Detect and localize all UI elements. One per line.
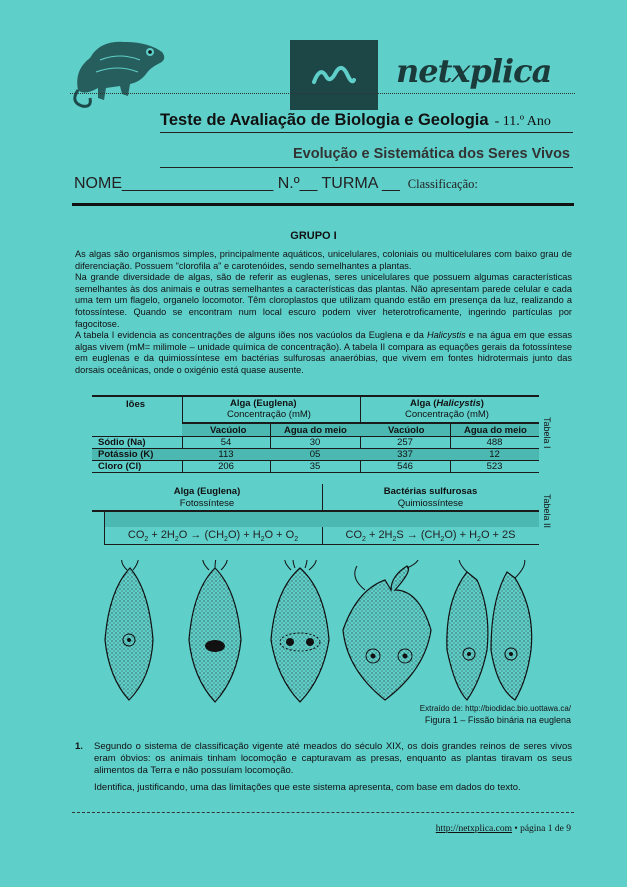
euglena-header-2: Alga (Euglena)	[173, 486, 241, 497]
euglena-concentration-label: Concentração (mM)	[227, 409, 311, 420]
p3-italic: Halicystis	[426, 330, 466, 341]
name-number-class-fields: NOME_________________ N.º__ TURMA __	[74, 175, 400, 192]
euglena-illustration	[95, 560, 555, 705]
netxplica-logo	[290, 40, 378, 110]
table2-side-label: Tabela II	[542, 494, 552, 529]
table-cell: 206	[218, 461, 234, 472]
question-prompt: Identifica, justificando, uma das limitações que este sistema apresenta, com base em dados do texto.	[94, 782, 521, 793]
table-cell: 546	[397, 461, 413, 472]
table1-side-label: Tabela I	[542, 417, 552, 449]
page-subtitle: Evolução e Sistemática dos Seres Vivos	[293, 146, 570, 162]
page-number: • página 1 de 9	[512, 824, 571, 834]
photosynthesis-label: Fotossíntese	[179, 498, 235, 509]
ions-header: Iões	[126, 399, 146, 410]
euglena-stage-5	[447, 560, 532, 700]
title-rule	[160, 132, 573, 133]
halicystis-header	[410, 398, 484, 409]
table-1	[92, 395, 552, 475]
euglena-medium-header: Agua do meio	[284, 425, 347, 436]
table-cell: 523	[486, 461, 503, 472]
brand-name: netxplica	[396, 52, 552, 90]
euglena-header: Alga (Euglena)	[230, 398, 297, 409]
title-year: - 11.º Ano	[494, 114, 551, 129]
header-thick-rule	[72, 203, 574, 206]
euglena-stage-3	[271, 560, 329, 702]
title-text: Teste de Avaliação de Biologia e Geologia	[160, 111, 489, 129]
table2-bottom-line	[104, 544, 539, 545]
halicystis-italic: Halicystis	[436, 398, 481, 409]
euglena-vacuole-header: Vacúolo	[210, 425, 247, 436]
table-cell: 05	[309, 449, 321, 460]
table-cell: 54	[220, 437, 232, 448]
table1-bottom-line	[92, 472, 539, 473]
euglena-stage-2	[189, 560, 241, 702]
halicystis-post: )	[480, 398, 484, 409]
page-title	[160, 111, 551, 130]
halicystis-vacuole-header: Vacúolo	[388, 425, 425, 436]
table-cell: 488	[486, 437, 503, 448]
table1-top-bar	[92, 395, 539, 397]
table-cell: 35	[309, 461, 321, 472]
table-row-ion: Potássio (K)	[98, 449, 154, 460]
intro-text	[75, 249, 572, 377]
group-title: GRUPO I	[290, 230, 337, 242]
halicystis-concentration-label: Concentração (mM)	[405, 409, 489, 420]
table-row-ion: Cloro (Cl)	[98, 461, 142, 472]
euglena-stage-4	[343, 560, 431, 700]
classification-label: Classificação:	[407, 177, 478, 191]
chemosynthesis-equation: $CO_2 + 2H_2S \to (CH_2O) + H_2O + 2S$	[345, 529, 516, 544]
table-cell: 257	[397, 437, 413, 448]
photosynthesis-equation: $CO_2 + 2H_2O \to (CH_2O) + H_2O + O_2$	[127, 529, 299, 544]
intro-paragraph-3	[75, 330, 572, 376]
student-info-line	[74, 175, 478, 193]
table-cell: 337	[397, 449, 413, 460]
table-cell: 113	[218, 449, 234, 460]
question-statement: Segundo o sistema de classificação vigente até meados do século XIX, os dois grandes reinos de seres vivos eram óbvios: os animais tinham locomoção e capturavam as presas, enquanto as plantas tiravam os seus alimentos da Terra e não possuíam locomoção.	[94, 741, 572, 776]
netxplica-wave-icon	[312, 64, 356, 86]
chemosynthesis-label: Quimiossíntese	[397, 498, 464, 509]
table-cell: 12	[489, 449, 500, 460]
intro-paragraph-2: Na grande diversidade de algas, são de referir as euglenas, seres unicelulares que possuem algumas características semelhantes às dos animais e outras semelhantes a características das plantas. Não apresentam parede celular e cada uma tem um flagelo, organelo locomotor. Têm cloroplastos que utilizam quando estão em presença da luz, realizando a fotossíntese. Quando se encontram num local escuro podem viver heterotroficamente, ingerindo partículas por fagocitose.	[75, 272, 572, 329]
figure-credit: Extraído de: http://biodidac.bio.uottawa.ca/	[419, 704, 571, 713]
halicystis-pre: Alga (	[410, 398, 437, 409]
p3-start: A tabela I evidencia as concentrações de alguns iões nos vacúolos da Euglena e da	[75, 330, 427, 341]
euglena-fission-figure	[95, 560, 555, 705]
header-dotted-divider	[70, 93, 575, 94]
question-text	[94, 741, 572, 799]
table-cell: 30	[309, 437, 321, 448]
table2-shade	[104, 512, 539, 527]
footer-dashed-divider	[72, 812, 574, 813]
sulfur-bacteria-header: Bactérias sulfurosas	[383, 486, 478, 497]
p3-end: e na água em que essas algas vivem (mM= milimole – unidade química de concentração). A tabela II compara as equações gerais da fotossíntese em euglenas e da quimiossíntese em bactérias sulfurosas anaeróbias, que vivem em fontes hidrotermais junto das dorsais oceânicas, onde o oxigénio está quase ausente.	[75, 330, 572, 375]
figure-caption: Figura 1 – Fissão binária na euglena	[424, 715, 571, 725]
question-number: 1.	[75, 741, 83, 752]
subtitle-rule	[160, 167, 573, 168]
table-2	[92, 484, 552, 546]
footer-link[interactable]: http://netxplica.com	[435, 824, 512, 834]
intro-paragraph-1: As algas são organismos simples, principalmente aquáticos, unicelulares, coloniais ou multicelulares com baixo grau de diferenciação. Possuem "clorofila a" e carotenóides, sendo semelhantes a plantas.	[75, 249, 572, 271]
chameleon-logo-icon	[70, 30, 170, 112]
page-footer	[436, 824, 571, 834]
halicystis-medium-header: Agua do meio	[464, 425, 527, 436]
table-row-ion: Sódio (Na)	[98, 437, 146, 448]
euglena-stage-1	[105, 560, 153, 700]
